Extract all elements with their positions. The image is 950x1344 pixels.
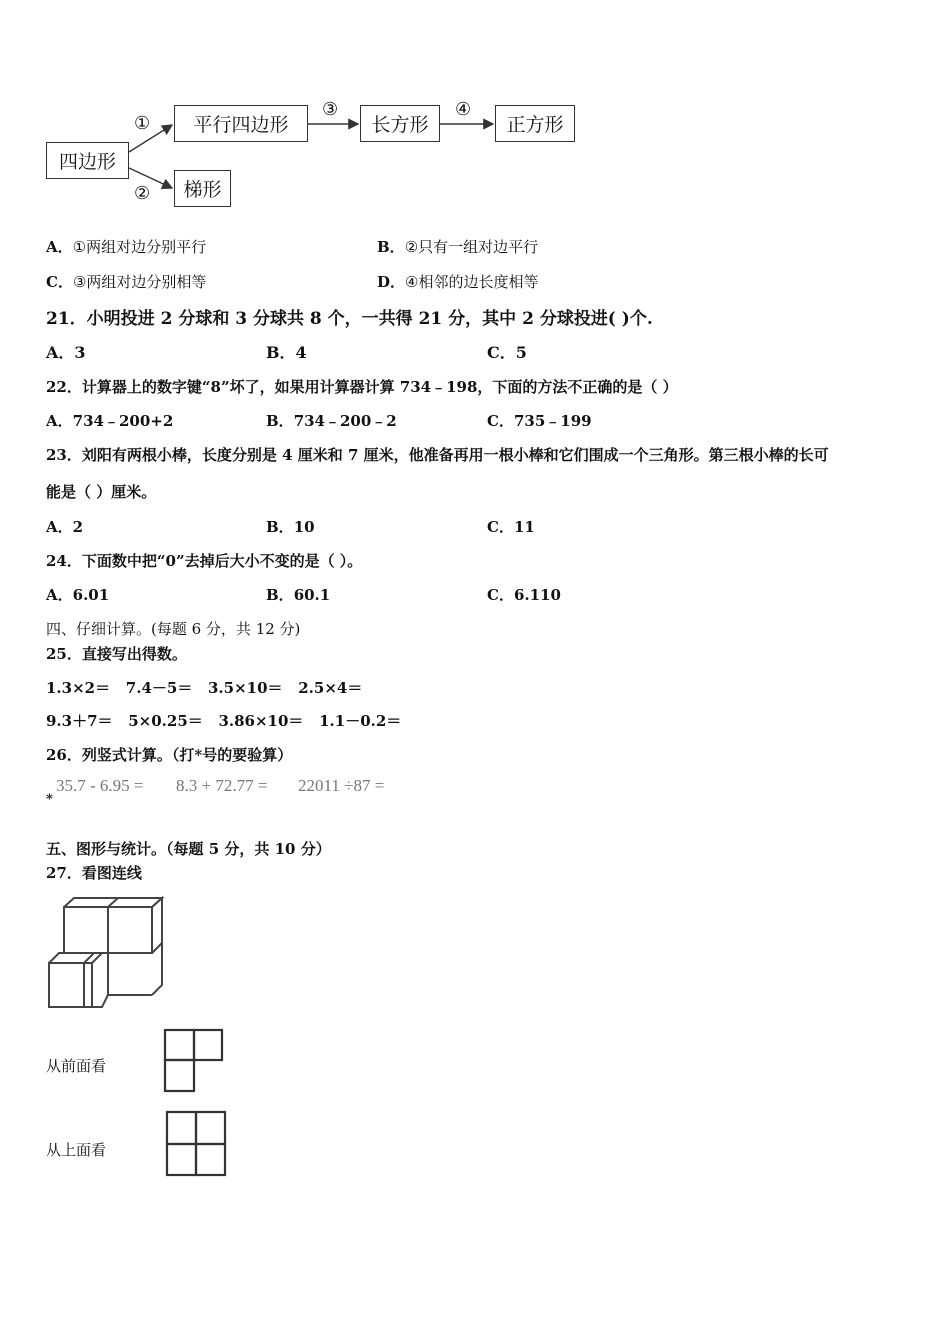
- q25-expr: 9.3＋7＝: [46, 712, 113, 730]
- q24-option-a[interactable]: A．6.01: [46, 586, 110, 604]
- q27-top-view-label: 从上面看: [46, 1141, 107, 1159]
- q20-option-a[interactable]: A．①两组对边分别平行: [46, 238, 207, 256]
- q21-option-b[interactable]: B．4: [266, 343, 307, 362]
- q25-expr: 2.5×4＝: [298, 679, 363, 697]
- q23-text-line2: 能是（ ）厘米。: [46, 483, 157, 501]
- mark-2: ②: [134, 183, 151, 204]
- diagram-parallelogram-label: 平行四边形: [193, 114, 289, 136]
- q26-star: *: [46, 792, 53, 807]
- q25-expr: 1.3×2＝: [46, 679, 111, 697]
- q20-option-d[interactable]: D．④相邻的边长度相等: [377, 273, 539, 291]
- q25-row1: [46, 677, 362, 698]
- q25-expr: 3.5×10＝: [208, 679, 283, 697]
- q23-text-line1: 23．刘阳有两根小棒，长度分别是 4 厘米和 7 厘米，他准备再用一根小棒和它们围成一个三角形。第三根小棒的长可: [46, 446, 829, 464]
- q27-front-view-shape[interactable]: [163, 1028, 233, 1098]
- diagram-trapezoid-label: 梯形: [183, 179, 222, 201]
- section-5-heading: 五、图形与统计。（每题 5 分，共 10 分）: [46, 840, 331, 858]
- q25-row2: [46, 710, 401, 731]
- section-4-heading: 四、仔细计算。(每题 6 分，共 12 分): [46, 620, 301, 638]
- q26-expr-3: 22011 ÷87 =: [298, 776, 385, 795]
- q25-expr: 7.4－5＝: [125, 679, 193, 697]
- q25-title: 25．直接写出得数。: [46, 645, 187, 663]
- q27-cube-figure: [44, 895, 164, 1015]
- q22-text: 22．计算器上的数字键“8”坏了，如果用计算器计算 734﹣198，下面的方法不正确的是（ ）: [46, 378, 678, 396]
- mark-4: ④: [455, 99, 472, 120]
- q24-option-b[interactable]: B．60.1: [266, 586, 331, 604]
- q27-front-view-label: 从前面看: [46, 1057, 107, 1075]
- diagram-rectangle-label: 长方形: [371, 114, 429, 136]
- q25-expr: 3.86×10＝: [218, 712, 304, 730]
- q27-title: 27．看图连线: [46, 864, 142, 882]
- q21-option-a[interactable]: A．3: [46, 343, 86, 362]
- q26-title: 26．列竖式计算。（打*号的要验算）: [46, 746, 293, 764]
- q25-expr: 1.1－0.2＝: [319, 712, 402, 730]
- mark-1: ①: [134, 113, 151, 134]
- q24-option-c[interactable]: C．6.110: [487, 586, 561, 604]
- diagram-root-label: 四边形: [58, 151, 116, 173]
- q27-top-view-shape[interactable]: [165, 1110, 235, 1180]
- q26-expr-2: 8.3 + 72.77 =: [176, 776, 268, 795]
- q22-option-c[interactable]: C．735﹣199: [487, 412, 592, 430]
- q20-option-c[interactable]: C．③两组对边分别相等: [46, 273, 207, 291]
- q23-option-b[interactable]: B．10: [266, 518, 315, 536]
- q22-option-b[interactable]: B．734﹣200﹣2: [266, 412, 397, 430]
- q23-option-c[interactable]: C．11: [487, 518, 535, 536]
- diagram-square-label: 正方形: [506, 114, 564, 136]
- q24-text: 24．下面数中把“0”去掉后大小不变的是（ ）。: [46, 552, 363, 570]
- mark-3: ③: [322, 99, 339, 120]
- q20-option-b[interactable]: B．②只有一组对边平行: [377, 238, 539, 256]
- q22-option-a[interactable]: A．734﹣200+2: [46, 412, 174, 430]
- q26-expr-1: 35.7 - 6.95 =: [56, 776, 144, 795]
- q21-option-c[interactable]: C．5: [487, 343, 527, 362]
- q21-text: 21．小明投进 2 分球和 3 分球共 8 个，一共得 21 分，其中 2 分球投进( )个.: [46, 309, 653, 329]
- q23-option-a[interactable]: A．2: [46, 518, 84, 536]
- q25-expr: 5×0.25＝: [128, 712, 203, 730]
